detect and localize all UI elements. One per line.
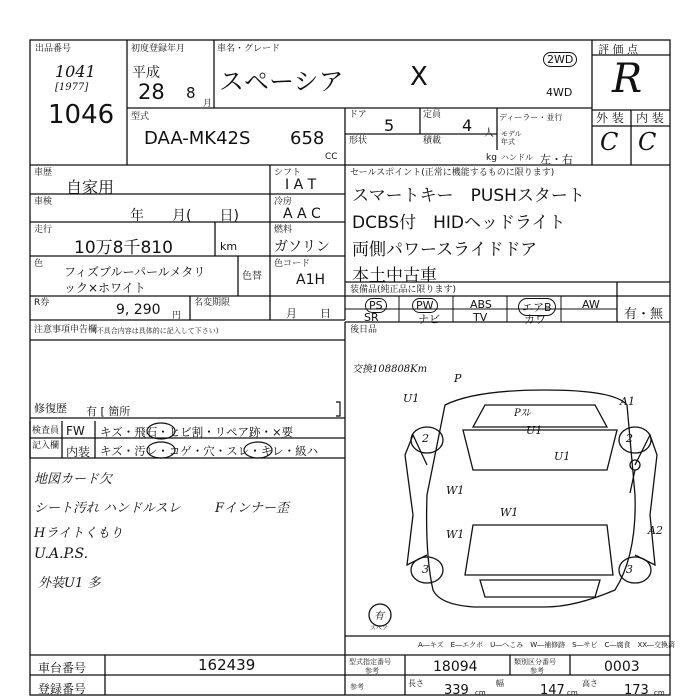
in-label: 内装 [66, 445, 91, 459]
displacement-value: 658 [290, 128, 325, 149]
lot-number: 1046 [48, 100, 115, 130]
color-code-label: 色コード [274, 259, 311, 269]
selling-1: スマートキー PUSHスタート [352, 186, 585, 206]
mileage-value: 10万8千810 [74, 238, 173, 258]
hand-mileage: 交換108808Km [352, 364, 428, 375]
score-value: R [612, 56, 643, 102]
equip-aw: AW [582, 298, 600, 311]
length-label: 長さ [408, 679, 424, 688]
equip-sr: SR [364, 311, 379, 324]
mark-spare-yes: 有 [374, 611, 384, 622]
class-value: 0003 [604, 659, 640, 675]
exterior-value: C [600, 128, 619, 156]
mark-w1-a: W1 [446, 484, 465, 497]
length-cm: cm [475, 689, 486, 697]
shift-label: シフト [274, 168, 302, 178]
handle-label: ハンドル [501, 153, 533, 162]
equip-ps: PS [365, 298, 387, 313]
selling-2: DCBS付 HIDヘッドライト [352, 213, 566, 233]
mark-2-left: 2 [422, 432, 429, 445]
score-label: 評 価 点 [598, 43, 638, 56]
hand-finner: Fインナー歪 [215, 501, 290, 516]
mark-3-left: 3 [422, 563, 429, 576]
drive-4wd: 4WD [546, 86, 573, 99]
equip-abs: ABS [470, 298, 492, 311]
height-value: 173 [624, 683, 649, 698]
color-change-label: 色替 [242, 271, 262, 282]
door-value: 5 [384, 116, 395, 135]
mark-3-right: 3 [626, 563, 633, 576]
history-label: 車歴 [34, 168, 53, 178]
fw-label: FW [66, 424, 85, 438]
width-value: 147 [540, 683, 565, 698]
selling-label: セールスポイント(正常に機能するものに限ります) [350, 168, 555, 178]
model-value: DAA-MK42S [144, 128, 251, 149]
mark-p-scratch: Pｽﾚ [514, 408, 531, 419]
month-unit: 月 [203, 99, 213, 109]
legend-text: A―キズ E―エクボ U―へこみ W―補修跡 S―サビ C―腐食 XX―交換済 [418, 641, 676, 649]
shift-value: I A T [285, 177, 317, 193]
ac-label: 冷房 [274, 197, 293, 207]
type-cert-value: 18094 [433, 659, 478, 675]
name-change-day: 日 [320, 307, 331, 320]
mark-spare-label: スペア [370, 625, 389, 632]
color-code-value: A1H [296, 272, 326, 288]
name-change-month: 月 [286, 307, 297, 320]
dealer-label: ディーラー・並行 [499, 113, 563, 122]
handle-value: 左・右 [540, 153, 573, 166]
month-num: 8 [186, 84, 196, 102]
equip-tv: TV [473, 311, 488, 324]
inspector-circles [0, 0, 345, 470]
first-reg-label: 初度登録年月 [131, 44, 186, 54]
color-value-1: フィズブルーパールメタリ [64, 265, 206, 279]
capacity-value: 4 [462, 116, 473, 135]
year: 28 [138, 80, 165, 104]
class-ref: 参考 [530, 667, 544, 675]
lot-hand-1: 1041 [55, 62, 96, 81]
mark-2-right: 2 [626, 432, 633, 445]
door-label: ドア [349, 110, 367, 120]
height-cm: cm [654, 689, 665, 697]
model-year-label: モデル 年式 [501, 130, 522, 146]
recycle-value: 9, 290 [116, 302, 161, 318]
capacity-unit: 人 [484, 128, 494, 139]
car-name: スペーシア [219, 67, 344, 96]
interior-value: C [638, 128, 657, 156]
load-label: 積載 [423, 136, 442, 146]
hand-note-3: Hライトくもり [34, 526, 123, 541]
mark-p: P [454, 372, 462, 385]
mark-a1: A1 [620, 395, 635, 408]
mark-w1-c: W1 [446, 528, 465, 541]
rear-seat-label: 後日品 [350, 325, 378, 335]
equip-leather: カワ [524, 313, 546, 326]
reg-label: 登録番号 [38, 682, 87, 696]
notes-label: 注意事項申告欄 [34, 325, 98, 335]
grade: X [410, 62, 428, 92]
equip-airbag: エアB [518, 298, 556, 316]
color-label: 色 [34, 259, 44, 269]
width-cm: cm [567, 689, 578, 697]
name-grade-label: 車名・グレード [217, 44, 281, 54]
inspector-label-2: 記入欄 [32, 441, 60, 451]
fw-text: キズ・飛石・ヒビ割・リペア跡・×要 [100, 425, 294, 439]
hand-note-1: 地図カード欠 [34, 472, 113, 487]
hand-note-4: U.A.P.S. [34, 546, 89, 562]
fuel-label: 燃料 [274, 225, 293, 235]
width-label: 幅 [496, 679, 504, 688]
name-change-label: 名変期限 [194, 298, 231, 308]
bottom-ref-label: 参考 [350, 683, 364, 691]
hand-note-2: シート汚れ ハンドルスレ [34, 501, 181, 516]
type-cert-ref: 参考 [365, 667, 379, 675]
repair-label: 修復歴 [34, 402, 67, 415]
recycle-label: R券 [34, 298, 50, 308]
equip-navi: ナビ [418, 313, 440, 326]
fuel-value: ガソリン [274, 239, 330, 255]
type-cert-label: 型式指定番号 [349, 658, 391, 666]
chassis-label: 車台番号 [38, 661, 87, 675]
shape-label: 形状 [349, 136, 368, 146]
equipment-label: 装備品(純正品に限ります) [350, 285, 457, 295]
aw-choice: 有・無 [624, 307, 664, 322]
mark-u1-top: U1 [403, 392, 420, 405]
chassis-value: 162439 [198, 656, 256, 674]
color-value-2: ック×ホワイト [64, 281, 146, 295]
inspector-label-1: 検査員 [32, 426, 60, 436]
lot-hand-2: [1977] [55, 82, 89, 93]
selling-3: 両側パワースライドドア [352, 240, 538, 260]
kg-label: kg [486, 153, 497, 163]
notes-sub: (不具合内容は具体的に記入して下さい) [94, 327, 219, 335]
equip-pw: PW [412, 298, 438, 313]
history-value: 自家用 [66, 178, 115, 197]
inspection-value: 年 月( 日) [130, 208, 239, 224]
km-label: km [220, 240, 238, 253]
repair-value: 有 [ 箇所 [86, 405, 131, 418]
class-label: 類別区分番号 [514, 658, 556, 666]
capacity-label: 定員 [423, 110, 442, 120]
model-label: 型式 [131, 112, 150, 122]
in-text: キズ・汚レ・コゲ・穴・スレ・キレ・級ハ [100, 444, 319, 458]
inspection-label: 車検 [34, 197, 53, 207]
hand-note-5: 外装U1 多 [38, 576, 101, 591]
cc-label: CC [325, 152, 338, 162]
selling-4: 本土中古車 [352, 266, 437, 286]
exterior-label: 外 装 [596, 111, 624, 125]
era: 平成 [132, 65, 160, 81]
mark-w1-b: W1 [500, 506, 519, 519]
ac-value: A A C [283, 206, 321, 222]
length-value: 339 [444, 683, 469, 698]
mark-a2: A2 [648, 524, 663, 537]
mark-u1-mid: U1 [526, 424, 543, 437]
drive-2wd: 2WD [543, 52, 577, 67]
equipment-grid [345, 296, 617, 322]
height-label: 高さ [582, 679, 598, 688]
mileage-label: 走行 [34, 225, 53, 235]
yen-label: 円 [172, 311, 182, 321]
interior-label: 内 装 [636, 111, 664, 125]
mark-u1-right: U1 [554, 450, 571, 463]
lot-label: 出品番号 [35, 44, 72, 54]
car-diagram [345, 375, 670, 630]
